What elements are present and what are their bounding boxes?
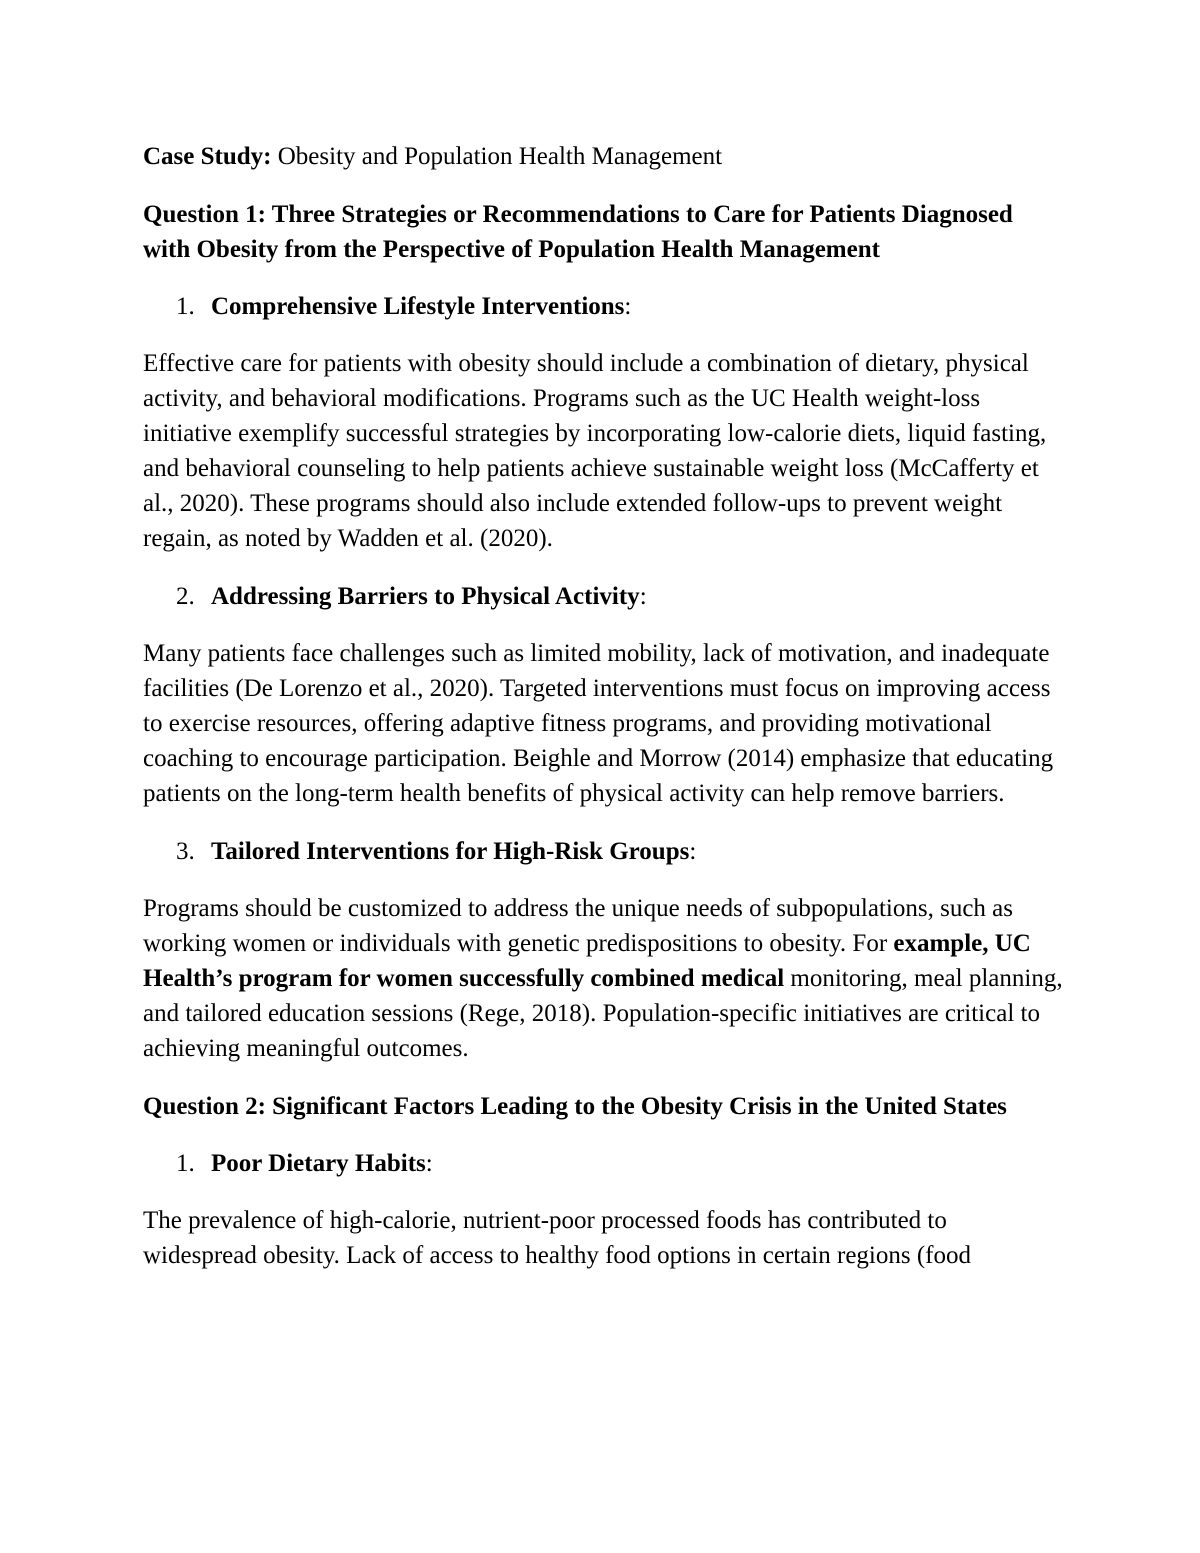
- document-content: [143, 139, 1063, 1296]
- strategy-title: Addressing Barriers to Physical Activity: [211, 583, 640, 610]
- list-number: 2.: [176, 583, 195, 610]
- body-paragraph: The prevalence of high-calorie, nutrient-poor processed foods has contributed to widespread obesity. Lack of access to healthy food options in certain regions (food: [143, 1207, 971, 1269]
- strategy-title: Tailored Interventions for High-Risk Groups: [211, 838, 690, 865]
- list-label: [211, 1146, 433, 1181]
- label-suffix: :: [425, 1150, 433, 1177]
- body-paragraph: Many patients face challenges such as limited mobility, lack of motivation, and inadequate facilities (De Lorenzo et al., 2020). Targeted interventions must focus on improving access to exercise resources, offering adaptive fitness programs, and providing motivational coaching to encourage participation. Beighle and Morrow (2014) emphasize that educating patients on the long-term health benefits of physical activity can help remove barriers.: [143, 640, 1054, 807]
- title-label: Case Study:: [143, 143, 272, 170]
- list-label: [211, 834, 696, 869]
- body-paragraph: Effective care for patients with obesity should include a combination of dietary, physical activity, and behavioral modifications. Programs such as the UC Health weight-loss initiative exemplify successful strategies by incorporating low-calorie diets, liquid fasting, and behavioral counseling to help patients achieve sustainable weight loss (McCafferty et al., 2020). These programs should also include extended follow-ups to prevent weight regain, as noted by Wadden et al. (2020).: [143, 350, 1047, 552]
- question-2-heading: Question 2: Significant Factors Leading to the Obesity Crisis in the United States: [143, 1093, 1007, 1120]
- list-number: 3.: [176, 838, 195, 865]
- question-1-heading: Question 1: Three Strategies or Recommendations to Care for Patients Diagnosed with Obesity from the Perspective of Population Health Management: [143, 201, 1013, 263]
- label-suffix: :: [639, 583, 647, 610]
- factor-title: Poor Dietary Habits: [211, 1150, 426, 1177]
- list-number: 1.: [176, 1150, 195, 1177]
- list-item: [143, 834, 1063, 869]
- list-item: [143, 289, 1063, 324]
- body-text-emphasis: example, UC Health’s program for women successfully combined medical: [143, 930, 1031, 992]
- body-text: Programs should be customized to address the unique needs of subpopulations, such as working women or individuals with genetic predispositions to obesity. For: [143, 895, 1013, 957]
- list-number: 1.: [176, 293, 195, 320]
- body-text: monitoring, meal planning, and tailored education sessions (Rege, 2018). Population-specific initiatives are critical to achieving meaningful outcomes.: [143, 965, 1063, 1062]
- body-paragraph: [143, 891, 1063, 1066]
- document-title: [143, 139, 1063, 174]
- label-suffix: :: [689, 838, 697, 865]
- label-suffix: :: [624, 293, 632, 320]
- list-label: [211, 289, 631, 324]
- list-label: [211, 579, 647, 614]
- list-item: [143, 1146, 1063, 1181]
- list-item: [143, 579, 1063, 614]
- title-text: Obesity and Population Health Management: [271, 143, 723, 170]
- strategy-title: Comprehensive Lifestyle Interventions: [211, 293, 625, 320]
